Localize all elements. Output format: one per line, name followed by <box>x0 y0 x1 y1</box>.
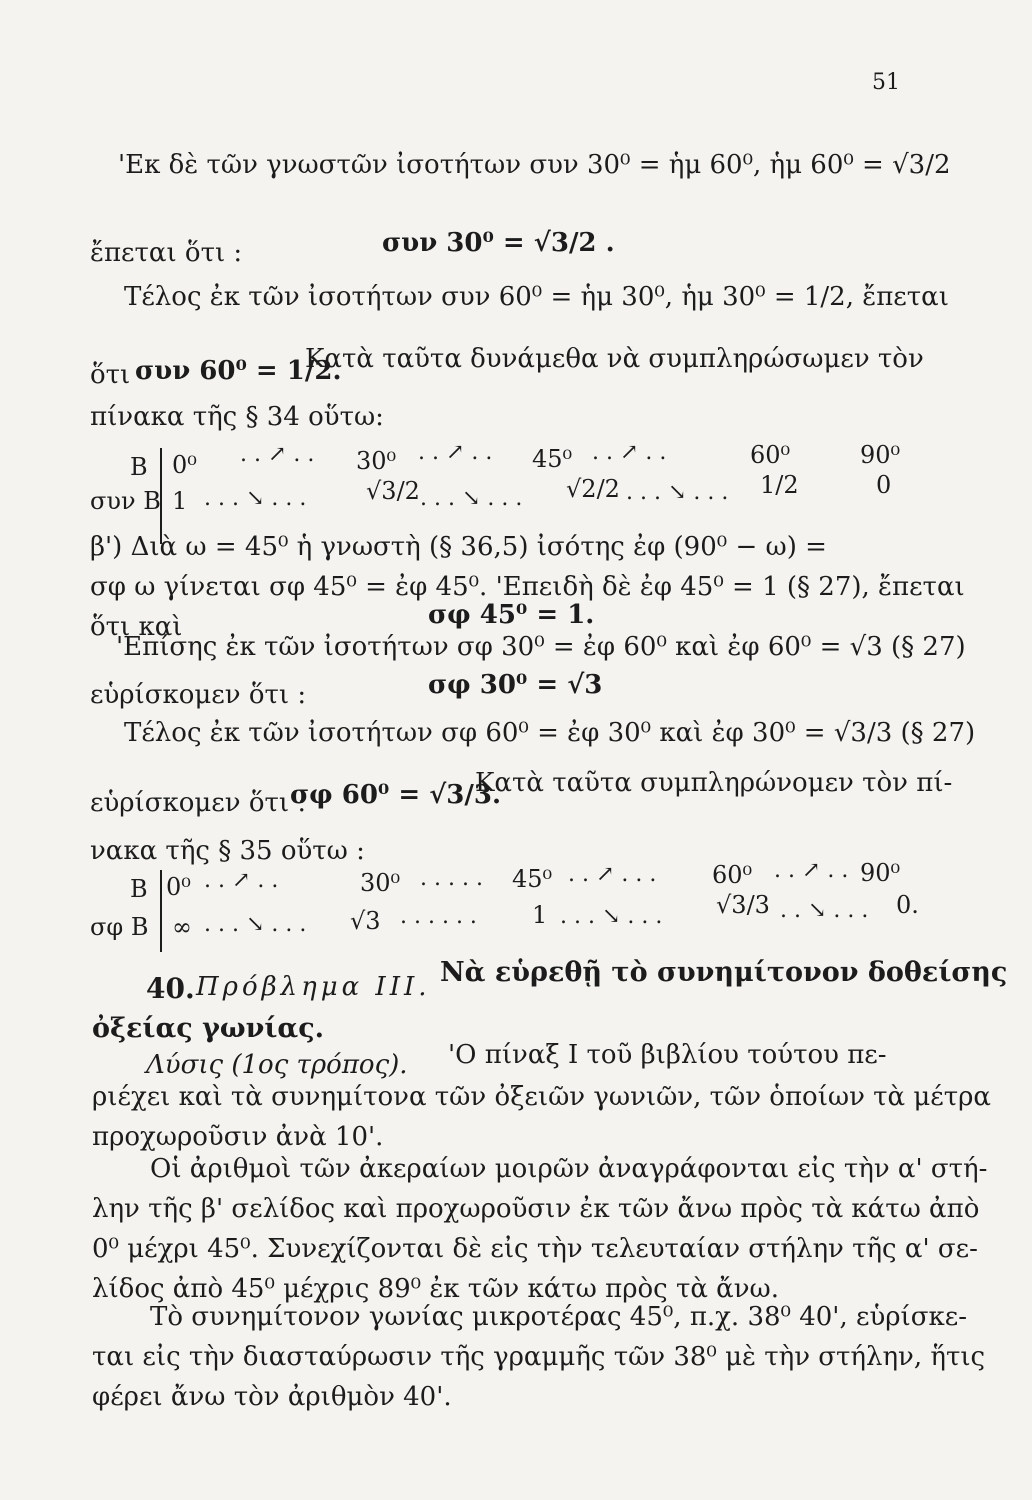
text-line-10a: εὑρίσκομεν ὅτι : <box>90 680 307 710</box>
cot-angle-0: 0⁰ <box>166 873 191 901</box>
cos-value-60: 1/2 <box>760 471 799 499</box>
dots: . . . . . . <box>400 904 477 929</box>
text-line-1: 'Εκ δὲ τῶν γνωστῶν ἰσοτήτων συν 30⁰ = ἡμ 60⁰, ἡμ 60⁰ = √3/2 <box>118 150 951 180</box>
cot-value-0: ∞ <box>172 913 192 941</box>
formula-cos60: συν 60⁰ = 1/2. <box>135 356 342 386</box>
section-number: 40. <box>146 972 195 1005</box>
increase-arrow: . . ↗ . . <box>592 440 667 465</box>
text-p2: ριέχει καὶ τὰ συνημίτονα τῶν ὀξειῶν γωνιῶν, τῶν ὁποίων τὰ μέτρα <box>92 1082 991 1112</box>
text-p8: Τὸ συνημίτονον γωνίας μικροτέρας 45⁰, π.χ. 38⁰ 40', εὑρίσκε- <box>150 1302 967 1332</box>
increase-arrow: . . ↗ . . <box>240 442 315 467</box>
text-p1: 'Ο πίναξ Ι τοῦ βιβλίου τούτου πε- <box>448 1040 887 1070</box>
cot-value-45: 1 <box>532 901 548 929</box>
cos-value-90: 0 <box>876 471 892 499</box>
cot-table-label-cot: σφ B <box>90 913 149 941</box>
decrease-arrow: . . . ↘ . . . <box>420 486 523 511</box>
cot-angle-30: 30⁰ <box>360 869 401 897</box>
formula-cot30: σφ 30⁰ = √3 <box>428 670 603 700</box>
text-line-4c: Κατὰ ταῦτα δυνάμεθα νὰ συμπληρώσωμεν τὸν <box>305 344 924 374</box>
cos-value-45: √2/2 <box>566 475 620 503</box>
cot-angle-90: 90⁰ <box>860 859 901 887</box>
cot-value-60: √3/3 <box>716 891 770 919</box>
page-number: 51 <box>872 70 900 95</box>
section-label: Πρόβλημα ΙΙΙ. <box>196 972 431 1002</box>
cos-table-label-cos: συν B <box>90 487 161 515</box>
text-line-12a: εὑρίσκομεν ὅτι : <box>90 788 307 818</box>
text-line-6: β') Διὰ ω = 45⁰ ἡ γνωστὴ (§ 36,5) ἰσότης ἐφ (90⁰ − ω) = <box>90 532 827 562</box>
formula-cos30: συν 30⁰ = √3/2 . <box>382 228 615 258</box>
increase-arrow: . . ↗ . . . <box>568 862 657 887</box>
cot-angle-45: 45⁰ <box>512 865 553 893</box>
text-p9: ται εἰς τὴν διασταύρωσιν τῆς γραμμῆς τῶν 38⁰ μὲ τὴν στήλην, ἥτις <box>92 1342 986 1372</box>
text-line-4a: ὅτι <box>90 360 131 390</box>
text-p10: φέρει ἄνω τὸν ἀριθμὸν 40'. <box>92 1382 452 1412</box>
text-line-12c: Κατὰ ταῦτα συμπληρώνομεν τὸν πί- <box>475 768 953 798</box>
solution-label: Λύσις (1ος τρόπος). <box>146 1050 408 1080</box>
decrease-arrow: . . . ↘ . . . <box>560 904 663 929</box>
table-divider <box>160 870 162 952</box>
cos-angle-60: 60⁰ <box>750 441 791 469</box>
text-line-2a: ἔπεται ὅτι : <box>90 238 243 268</box>
decrease-arrow: . . . ↘ . . . <box>204 486 307 511</box>
formula-cot60: σφ 60⁰ = √3/3. <box>290 780 502 810</box>
decrease-arrow: . . . ↘ . . . <box>204 912 307 937</box>
increase-arrow: . . ↗ . . <box>204 868 279 893</box>
text-line-13: νακα τῆς § 35 οὕτω : <box>90 836 365 866</box>
increase-arrow: . . ↗ . . <box>418 440 493 465</box>
text-line-11: Τέλος ἐκ τῶν ἰσοτήτων σφ 60⁰ = ἐφ 30⁰ καὶ ἐφ 30⁰ = √3/3 (§ 27) <box>124 718 976 748</box>
text-line-3: Τέλος ἐκ τῶν ἰσοτήτων συν 60⁰ = ἡμ 30⁰, ἡμ 30⁰ = 1/2, ἔπεται <box>124 282 949 312</box>
cot-table-label-b: B <box>130 875 148 903</box>
section-title: Νὰ εὑρεθῇ τὸ συνημίτονον δοθείσης <box>440 957 1008 988</box>
text-line-7: σφ ω γίνεται σφ 45⁰ = ἐφ 45⁰. 'Επειδὴ δὲ ἐφ 45⁰ = 1 (§ 27), ἔπεται <box>90 572 965 602</box>
dots: . . . . . <box>420 866 483 891</box>
cos-angle-0: 0⁰ <box>172 451 197 479</box>
cot-value-30: √3 <box>350 907 381 935</box>
increase-arrow: . . ↗ . . <box>774 858 849 883</box>
text-line-5: πίνακα τῆς § 34 οὕτω: <box>90 402 384 432</box>
text-p7: λίδος ἀπὸ 45⁰ μέχρις 89⁰ ἐκ τῶν κάτω πρὸς τὰ ἄνω. <box>92 1274 780 1304</box>
cos-value-0: 1 <box>172 487 188 515</box>
text-p4: Οἱ ἀριθμοὶ τῶν ἀκεραίων μοιρῶν ἀναγράφονται εἰς τὴν α' στή- <box>150 1154 988 1184</box>
text-p3: προχωροῦσιν ἀνὰ 10'. <box>92 1122 384 1152</box>
decrease-arrow: . . ↘ . . . <box>780 898 869 923</box>
decrease-arrow: . . . ↘ . . . <box>626 480 729 505</box>
text-p5: λην τῆς β' σελίδος καὶ προχωροῦσιν ἐκ τῶν ἄνω πρὸς τὰ κάτω ἀπὸ <box>92 1194 980 1224</box>
cos-angle-30: 30⁰ <box>356 447 397 475</box>
cos-angle-90: 90⁰ <box>860 441 901 469</box>
cot-angle-60: 60⁰ <box>712 861 753 889</box>
text-p6: 0⁰ μέχρι 45⁰. Συνεχίζονται δὲ εἰς τὴν τελευταίαν στήλην τῆς α' σε- <box>92 1234 978 1264</box>
formula-cot45: σφ 45⁰ = 1. <box>428 600 595 630</box>
section-title-continued: ὀξείας γωνίας. <box>92 1013 325 1044</box>
cot-value-90: 0. <box>896 891 919 919</box>
cos-table-label-b: B <box>130 453 148 481</box>
text-line-8a: ὅτι καὶ <box>90 612 183 642</box>
text-line-9: 'Επίσης ἐκ τῶν ἰσοτήτων σφ 30⁰ = ἐφ 60⁰ καὶ ἐφ 60⁰ = √3 (§ 27) <box>116 632 966 662</box>
cos-angle-45: 45⁰ <box>532 445 573 473</box>
cos-value-30: √3/2 <box>366 477 420 505</box>
